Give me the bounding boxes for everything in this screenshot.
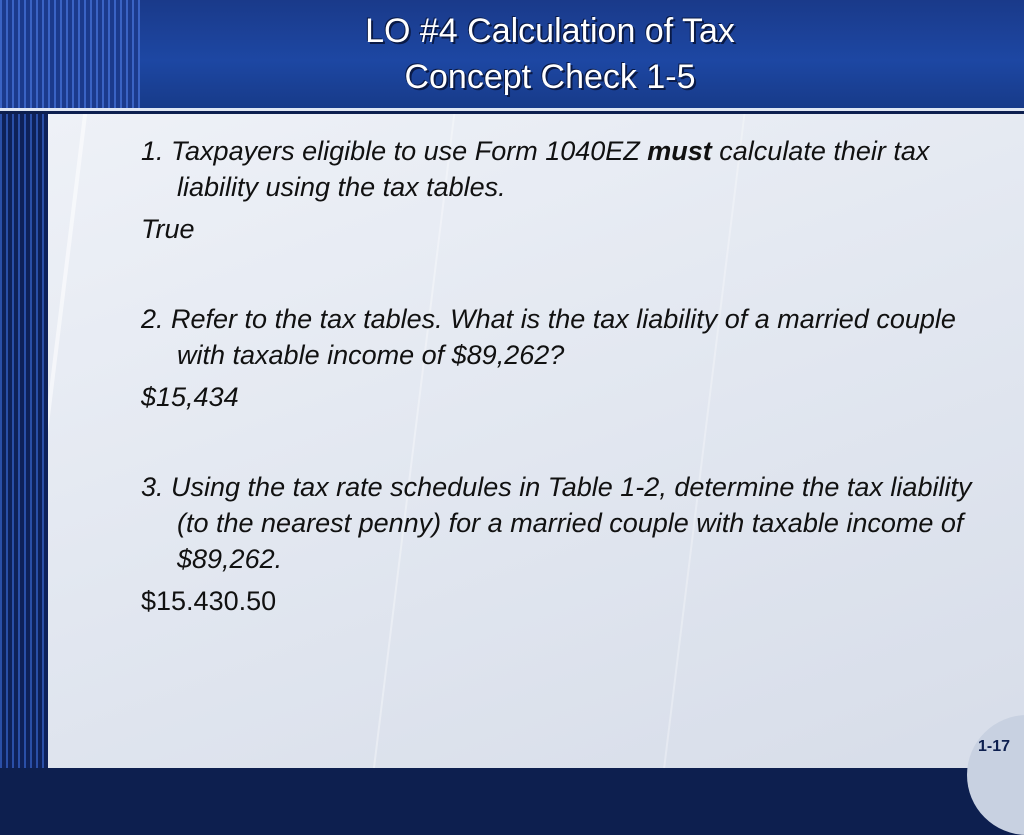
question-1-emphasis: must [647, 136, 712, 166]
slide-title-line-1: LO #4 Calculation of Tax [365, 12, 735, 50]
slide-title [150, 8, 950, 100]
question-2: 2. Refer to the tax tables. What is the tax liability of a married couple with taxable income of $89,262? [141, 304, 956, 370]
diagonal-decoration [48, 114, 92, 768]
left-stripe-decoration [0, 0, 48, 768]
question-3: 3. Using the tax rate schedules in Table 1-2, determine the tax liability (to the nearest penny) for a married couple with taxable income of $89,262. [141, 472, 972, 574]
answer-2: $15,434 [141, 382, 239, 412]
slide-body [141, 133, 991, 619]
answer-1: True [141, 214, 195, 244]
question-1-text-end: calculate their tax liability using the tax tables. [177, 136, 930, 202]
question-1-text-start: 1. Taxpayers eligible to use Form 1040EZ [141, 136, 648, 166]
slide-number: 1-17 [978, 738, 1011, 755]
question-1 [141, 133, 991, 205]
answer-3: $15.430.50 [141, 586, 277, 616]
header-stripe-decoration [0, 0, 140, 110]
slide-title-line-2: Concept Check 1-5 [404, 58, 696, 96]
